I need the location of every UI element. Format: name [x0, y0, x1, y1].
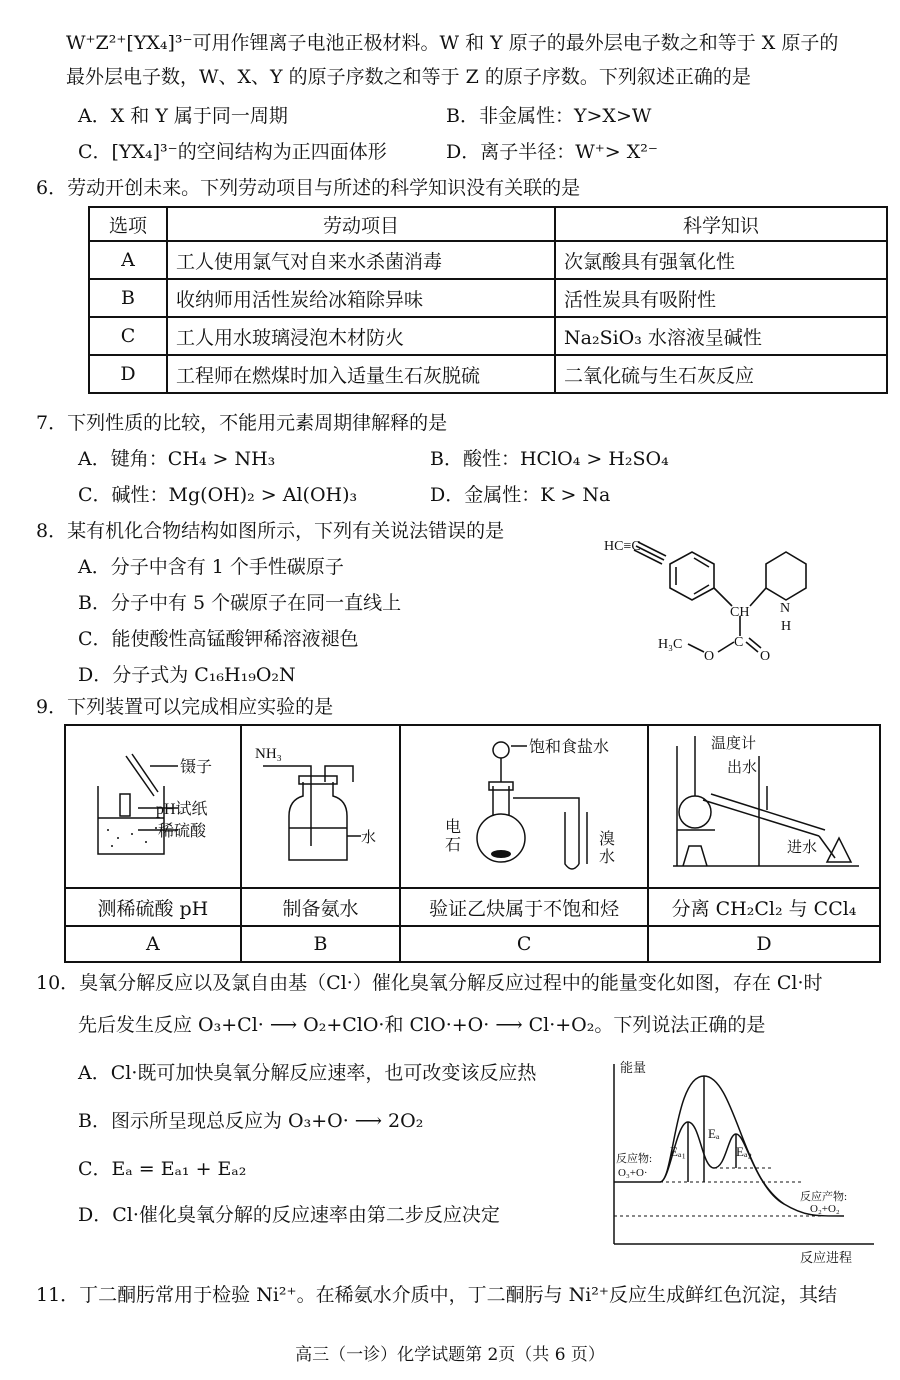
q9-apparatus-table	[64, 724, 881, 954]
page-footer: 高三（一诊）化学试题第 2页（共 6 页）	[295, 1345, 605, 1365]
q8-label-n: N	[780, 601, 791, 616]
q5-option-b: B．非金属性：Y>X>W	[446, 105, 652, 127]
q8-label-o1: O	[704, 649, 715, 664]
q6-row-d-knowledge: 二氧化硫与生石灰反应	[555, 355, 887, 393]
q10-product-label: 反应产物:	[800, 1191, 848, 1203]
q5-stem-line2: 最外层电子数，W、X、Y 的原子序数之和等于 Z 的原子序数。下列叙述正确的是	[66, 66, 751, 88]
q9-label-dilute-sulfuric: 稀硫酸	[157, 823, 206, 840]
q10-ea1-label: Eₐ₁	[670, 1144, 687, 1159]
q7-option-b: B．酸性：HClO₄ > H₂SO₄	[430, 448, 669, 470]
q9-label-water: 水	[361, 830, 377, 846]
q8-label-c: C	[734, 635, 744, 650]
q9-label-bromine-1: 溴	[599, 831, 616, 848]
q7-option-c: C．碱性：Mg(OH)₂ > Al(OH)₃	[78, 484, 358, 506]
q9-label-water-out: 出水	[727, 760, 758, 776]
q6-row-d-labor: 工程师在燃煤时加入适量生石灰脱硫	[167, 355, 555, 393]
q10-energy-diagram	[604, 1058, 884, 1268]
q6-row-a-option: A	[89, 241, 167, 279]
q6-row-a-labor: 工人使用氯气对自来水杀菌消毒	[167, 241, 555, 279]
q6-row-a-knowledge: 次氯酸具有强氧化性	[555, 241, 887, 279]
q5-option-d: D．离子半径：W⁺> X²⁻	[446, 141, 658, 163]
q6-stem: 6．劳动开创未来。下列劳动项目与所述的科学知识没有关联的是	[36, 177, 581, 199]
q10-ea-label: Eₐ	[708, 1126, 720, 1141]
q9-letter-a: A	[65, 926, 241, 962]
q9-label-nh3: NH₃	[255, 746, 283, 762]
q8-molecule-structure	[600, 530, 830, 670]
q9-caption-d: 分离 CH₂Cl₂ 与 CCl₄	[648, 888, 880, 926]
q6-row-c-knowledge: Na₂SiO₃ 水溶液呈碱性	[555, 317, 887, 355]
q9-label-carbide-2: 石	[445, 837, 462, 854]
q9-letter-c: C	[400, 926, 648, 962]
q8-label-h3c: H₃C	[658, 637, 683, 652]
q9-label-carbide-1: 电	[445, 819, 462, 836]
q6-row-b-option: B	[89, 279, 167, 317]
q10-y-axis-label: 能量	[620, 1060, 647, 1075]
q9-letter-b: B	[241, 926, 401, 962]
q10-stem-line2: 先后发生反应 O₃+Cl· ⟶ O₂+ClO·和 ClO·+O· ⟶ Cl·+O₂。下列说法正确的是	[78, 1014, 766, 1036]
q9-label-thermometer: 温度计	[711, 736, 757, 752]
q8-option-b: B．分子中有 5 个碳原子在同一直线上	[78, 592, 402, 614]
q7-stem: 7．下列性质的比较，不能用元素周期律解释的是	[36, 412, 448, 434]
q10-stem-line1: 10．臭氧分解反应以及氯自由基（Cl·）催化臭氧分解反应过程中的能量变化如图，存在 Cl·时	[36, 972, 823, 994]
q8-label-h: H	[781, 619, 792, 634]
q9-caption-b: 制备氨水	[241, 888, 401, 926]
q9-stem: 9．下列装置可以完成相应实验的是	[36, 696, 334, 718]
q6-header-labor: 劳动项目	[167, 207, 555, 241]
q9-apparatus-b-drawing	[243, 726, 397, 882]
q6-row-c-option: C	[89, 317, 167, 355]
q6-row-b-labor: 收纳师用活性炭给冰箱除异味	[167, 279, 555, 317]
q9-apparatus-d	[648, 725, 880, 888]
q8-option-a: A．分子中含有 1 个手性碳原子	[78, 556, 344, 578]
q9-apparatus-d-drawing	[649, 726, 879, 882]
q8-option-c: C．能使酸性高锰酸钾稀溶液褪色	[78, 628, 359, 650]
q10-product-formula: O₂+O₂	[810, 1203, 840, 1215]
q10-reactant-label: 反应物:	[616, 1153, 653, 1165]
q6-header-knowledge: 科学知识	[555, 207, 887, 241]
q8-label-hcc: HC≡C	[604, 539, 641, 554]
q10-ea2-label: Eₐ₂	[736, 1144, 753, 1159]
q8-option-d: D．分子式为 C₁₆H₁₉O₂N	[78, 664, 296, 686]
q9-apparatus-a-drawing	[68, 726, 238, 882]
q10-option-a: A．Cl·既可加快臭氧分解反应速率，也可改变该反应热	[78, 1062, 537, 1084]
q9-label-ph-paper: pH试纸	[155, 801, 208, 818]
q6-row-c-labor: 工人用水玻璃浸泡木材防火	[167, 317, 555, 355]
q6-table	[88, 206, 888, 394]
q9-letter-d: D	[648, 926, 880, 962]
q9-label-brine: 饱和食盐水	[529, 739, 610, 756]
q9-apparatus-c-drawing	[403, 726, 645, 882]
q10-option-b: B．图示所呈现总反应为 O₃+O· ⟶ 2O₂	[78, 1110, 424, 1132]
q9-apparatus-b	[241, 725, 401, 888]
q9-label-bromine-2: 水	[599, 849, 616, 866]
q6-header-option: 选项	[89, 207, 167, 241]
q8-stem: 8．某有机化合物结构如图所示，下列有关说法错误的是	[36, 520, 505, 542]
q7-option-a: A．键角：CH₄ > NH₃	[78, 448, 276, 470]
q7-option-d: D．金属性：K > Na	[430, 484, 611, 506]
q10-x-axis-label: 反应进程	[800, 1250, 853, 1265]
q9-apparatus-a	[65, 725, 241, 888]
q6-row-b-knowledge: 活性炭具有吸附性	[555, 279, 887, 317]
q8-label-o2: O	[760, 649, 771, 664]
q9-label-water-in: 进水	[787, 840, 818, 856]
q9-caption-c: 验证乙炔属于不饱和烃	[400, 888, 648, 926]
q10-option-d: D．Cl·催化臭氧分解的反应速率由第二步反应决定	[78, 1204, 500, 1226]
q11-stem: 11．丁二酮肟常用于检验 Ni²⁺。在稀氨水介质中，丁二酮肟与 Ni²⁺反应生成鲜红色沉淀，其结	[36, 1284, 837, 1306]
q5-option-a: A．X 和 Y 属于同一周期	[78, 105, 288, 127]
q9-label-tweezers: 镊子	[179, 759, 212, 776]
q10-option-c: C．Eₐ = Eₐ₁ + Eₐ₂	[78, 1158, 247, 1180]
q6-row-d-option: D	[89, 355, 167, 393]
q8-label-ch: CH	[730, 605, 750, 620]
q9-caption-a: 测稀硫酸 pH	[65, 888, 241, 926]
q5-option-c: C．[YX₄]³⁻的空间结构为正四面体形	[78, 141, 387, 163]
q10-reactant-formula: O₃+O·	[618, 1167, 648, 1179]
q5-stem-line1: W⁺Z²⁺[YX₄]³⁻可用作锂离子电池正极材料。W 和 Y 原子的最外层电子数之和等于 X 原子的	[66, 32, 839, 54]
q9-apparatus-c	[400, 725, 648, 888]
